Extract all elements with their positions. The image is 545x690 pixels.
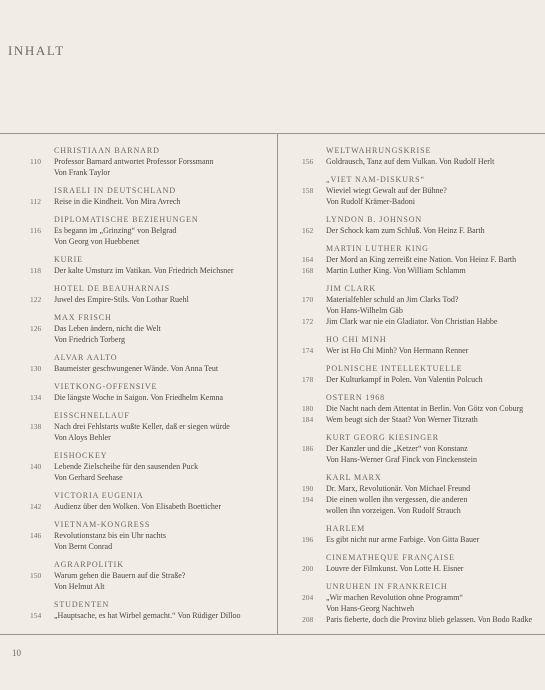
page-reference: 172 bbox=[302, 317, 314, 326]
page-reference bbox=[302, 454, 326, 465]
toc-entry-title: ALVAR AALTO bbox=[54, 353, 118, 362]
toc-line bbox=[302, 294, 545, 305]
toc-line bbox=[30, 236, 275, 247]
toc-line bbox=[30, 421, 275, 432]
toc-line bbox=[302, 316, 545, 327]
article-description: Der Schock kam zum Schluß. Von Heinz F. Barth bbox=[326, 226, 485, 235]
toc-entry bbox=[302, 472, 545, 516]
toc-line bbox=[302, 454, 545, 465]
article-description: Nach drei Fehlstarts wußte Keller, daß er siegen würde bbox=[54, 422, 230, 431]
toc-line bbox=[30, 323, 275, 334]
article-description: Der kalte Umsturz im Vatikan. Von Friedrich Meichsner bbox=[54, 266, 234, 275]
page-reference bbox=[30, 581, 54, 592]
article-description: Von Hans-Werner Graf Finck von Finckenstein bbox=[326, 455, 477, 464]
toc-line bbox=[30, 156, 275, 167]
toc-line bbox=[30, 472, 275, 483]
page-reference: 208 bbox=[302, 615, 314, 624]
toc-entry bbox=[302, 334, 545, 356]
article-description: Der Kulturkampf in Polen. Von Valentin Polcuch bbox=[326, 375, 483, 384]
page-reference: 168 bbox=[302, 266, 314, 275]
page-heading: INHALT bbox=[8, 43, 65, 58]
page-reference bbox=[30, 472, 54, 483]
toc-entry bbox=[302, 523, 545, 545]
toc-line bbox=[30, 225, 275, 236]
page-reference: 110 bbox=[30, 157, 41, 166]
page-reference bbox=[30, 167, 54, 178]
article-description: Louvre der Filmkunst. Von Lotte H. Eisner bbox=[326, 564, 464, 573]
article-description: Es begann im „Grinzing“ von Belgrad bbox=[54, 226, 177, 235]
toc-entry-title: UNRUHEN IN FRANKREICH bbox=[326, 582, 448, 591]
page-reference: 134 bbox=[30, 393, 42, 402]
toc-entry-title: KURIE bbox=[54, 255, 83, 264]
toc-entry-title: VICTORIA EUGENIA bbox=[54, 491, 144, 500]
toc-line bbox=[30, 570, 275, 581]
article-description: Goldrausch, Tanz auf dem Vulkan. Von Rudolf Herlt bbox=[326, 157, 495, 166]
page-reference: 156 bbox=[302, 157, 314, 166]
page-reference bbox=[302, 196, 326, 207]
toc-entry bbox=[30, 599, 275, 621]
article-description: Reise in die Kindheit. Von Mira Avrech bbox=[54, 197, 181, 206]
toc-entry-title: VIETKONG-OFFENSIVE bbox=[54, 382, 158, 391]
toc-line bbox=[30, 294, 275, 305]
toc-entry-title: CHRISTIAAN BARNARD bbox=[54, 146, 160, 155]
article-description: Martin Luther King. Von William Schlamm bbox=[326, 266, 466, 275]
toc-line bbox=[302, 614, 545, 625]
toc-entry-title: ISRAELI IN DEUTSCHLAND bbox=[54, 186, 177, 195]
toc-entry bbox=[30, 352, 275, 374]
toc-line bbox=[302, 374, 545, 385]
article-description: Professor Barnard antwortet Professor Forssmann bbox=[54, 157, 214, 166]
page-reference: 154 bbox=[30, 611, 42, 620]
toc-entry bbox=[302, 283, 545, 327]
toc-line bbox=[302, 443, 545, 454]
page-reference bbox=[30, 541, 54, 552]
page-reference bbox=[302, 305, 326, 316]
toc-entry-title: MARTIN LUTHER KING bbox=[326, 244, 429, 253]
toc-entry bbox=[302, 581, 545, 625]
column-divider bbox=[277, 133, 278, 634]
article-description: Lebende Zielscheibe für den sausenden Puck bbox=[54, 462, 199, 471]
toc-line bbox=[30, 610, 275, 621]
toc-entry-title: WELTWAHRUNGSKRISE bbox=[326, 146, 432, 155]
toc-entry-title: KURT GEORG KIESINGER bbox=[326, 433, 439, 442]
toc-entry bbox=[302, 363, 545, 385]
page-reference bbox=[30, 432, 54, 443]
toc-entry-title: HO CHI MINH bbox=[326, 335, 387, 344]
article-description: Juwel des Empire-Stils. Von Lothar Ruehl bbox=[54, 295, 189, 304]
toc-entry bbox=[30, 214, 275, 247]
toc-entry bbox=[30, 312, 275, 345]
page-reference: 140 bbox=[30, 462, 42, 471]
page-reference: 146 bbox=[30, 531, 42, 540]
toc-entry-title: AGRARPOLITIK bbox=[54, 560, 124, 569]
toc-line bbox=[30, 167, 275, 178]
page-reference: 180 bbox=[302, 404, 314, 413]
article-description: Von Frank Taylor bbox=[54, 168, 111, 177]
article-description: Von Gerhard Seehase bbox=[54, 473, 123, 482]
toc-entry bbox=[30, 450, 275, 483]
page-reference: 150 bbox=[30, 571, 42, 580]
toc-entry-title: EISHOCKEY bbox=[54, 451, 108, 460]
toc-entry bbox=[302, 552, 545, 574]
page-reference: 178 bbox=[302, 375, 314, 384]
toc-line bbox=[302, 483, 545, 494]
toc-entry bbox=[30, 381, 275, 403]
article-description: Die einen wollen ihn vergessen, die anderen bbox=[326, 495, 468, 504]
page-reference bbox=[30, 334, 54, 345]
toc-entry bbox=[302, 243, 545, 276]
page-reference: 174 bbox=[302, 346, 314, 355]
page-reference: 194 bbox=[302, 495, 314, 504]
toc-entry-title: OSTERN 1968 bbox=[326, 393, 386, 402]
toc-entry-title: „VIET NAM-DISKURS“ bbox=[326, 175, 425, 184]
toc-line bbox=[302, 403, 545, 414]
toc-line bbox=[30, 334, 275, 345]
toc-line bbox=[302, 414, 545, 425]
toc-line bbox=[30, 541, 275, 552]
toc-entry bbox=[302, 214, 545, 236]
toc-line bbox=[302, 254, 545, 265]
article-description: Paris fieberte, doch die Provinz blieb gelassen. Von Bodo Radke bbox=[326, 615, 533, 624]
article-description: Wem beugt sich der Staat? Von Werner Titzrath bbox=[326, 415, 478, 424]
article-description: Von Georg von Huebbenet bbox=[54, 237, 140, 246]
article-description: Audienz über den Wolken. Von Elisabeth Boetticher bbox=[54, 502, 222, 511]
page-reference: 138 bbox=[30, 422, 42, 431]
article-description: Von Helmut Alt bbox=[54, 582, 105, 591]
article-description: Wieviel wiegt Gewalt auf der Bühne? bbox=[326, 186, 447, 195]
article-description: Jim Clark war nie ein Gladiator. Von Christian Habbe bbox=[326, 317, 498, 326]
toc-line bbox=[302, 534, 545, 545]
toc-line bbox=[30, 581, 275, 592]
toc-entry bbox=[302, 392, 545, 425]
page-reference bbox=[30, 236, 54, 247]
page-reference: 186 bbox=[302, 444, 314, 453]
toc-line bbox=[302, 563, 545, 574]
article-description: Materialfehler schuld an Jim Clarks Tod? bbox=[326, 295, 459, 304]
toc-line bbox=[30, 530, 275, 541]
toc-entry bbox=[30, 519, 275, 552]
toc-line bbox=[302, 196, 545, 207]
article-description: Der Mord an King zerreißt eine Nation. Von Heinz F. Barth bbox=[326, 255, 517, 264]
toc-entry-title: EISSCHNELLAUF bbox=[54, 411, 130, 420]
toc-entry-title: STUDENTEN bbox=[54, 600, 110, 609]
article-description: Revolutionstanz bis ein Uhr nachts bbox=[54, 531, 166, 540]
toc-entry-title: CINEMATHEQUE FRANÇAISE bbox=[326, 553, 455, 562]
page-reference: 130 bbox=[30, 364, 42, 373]
left-column bbox=[30, 145, 275, 628]
toc-entry-title: JIM CLARK bbox=[326, 284, 377, 293]
page-reference bbox=[302, 505, 326, 516]
top-rule bbox=[0, 133, 545, 134]
page-reference bbox=[302, 603, 326, 614]
toc-line bbox=[302, 156, 545, 167]
toc-entry-title: KARL MARX bbox=[326, 473, 382, 482]
toc-line bbox=[302, 345, 545, 356]
bottom-rule bbox=[0, 634, 545, 635]
page-reference: 184 bbox=[302, 415, 314, 424]
toc-entry bbox=[30, 490, 275, 512]
toc-entry bbox=[30, 559, 275, 592]
toc-line bbox=[30, 501, 275, 512]
article-description: Von Friedrich Torberg bbox=[54, 335, 125, 344]
article-description: Von Hans-Georg Nachtweh bbox=[326, 604, 415, 613]
toc-line bbox=[302, 592, 545, 603]
toc-line bbox=[30, 265, 275, 276]
toc-line bbox=[302, 494, 545, 505]
article-description: Dr. Marx, Revolutionär. Von Michael Freund bbox=[326, 484, 471, 493]
article-description: Wer ist Ho Chi Minh? Von Hermann Renner bbox=[326, 346, 469, 355]
page-reference: 190 bbox=[302, 484, 314, 493]
toc-entry bbox=[30, 283, 275, 305]
toc-entry bbox=[302, 432, 545, 465]
toc-entry bbox=[30, 410, 275, 443]
toc-entry-title: LYNDON B. JOHNSON bbox=[326, 215, 423, 224]
toc-entry-title: HARLEM bbox=[326, 524, 366, 533]
article-description: Von Hans-Wilhelm Gäb bbox=[326, 306, 403, 315]
toc-line bbox=[302, 505, 545, 516]
article-description: Die längste Woche in Saigon. Von Friedhelm Kemna bbox=[54, 393, 224, 402]
toc-entry-title: POLNISCHE INTELLEKTUELLE bbox=[326, 364, 463, 373]
article-description: Es gibt nicht nur arme Farbige. Von Gitta Bauer bbox=[326, 535, 480, 544]
article-description: Die Nacht nach dem Attentat in Berlin. Von Götz von Coburg bbox=[326, 404, 524, 413]
page-reference: 112 bbox=[30, 197, 41, 206]
page-reference: 118 bbox=[30, 266, 41, 275]
toc-entry bbox=[30, 254, 275, 276]
toc-line bbox=[302, 185, 545, 196]
page-reference: 122 bbox=[30, 295, 42, 304]
toc-entry bbox=[30, 185, 275, 207]
toc-entry bbox=[30, 145, 275, 178]
article-description: „Hauptsache, es hat Wirbel gemacht.“ Von Rüdiger Dilloo bbox=[54, 611, 241, 620]
right-column bbox=[302, 145, 545, 632]
toc-entry-title: VIETNAM-KONGRESS bbox=[54, 520, 151, 529]
page-reference: 116 bbox=[30, 226, 41, 235]
article-description: Der Kanzler und die „Ketzer“ von Konstanz bbox=[326, 444, 468, 453]
toc-line bbox=[302, 305, 545, 316]
toc-entry bbox=[302, 145, 545, 167]
article-description: Warum gehen die Bauern auf die Straße? bbox=[54, 571, 186, 580]
toc-line bbox=[30, 432, 275, 443]
toc-line bbox=[30, 363, 275, 374]
article-description: Von Bernt Conrad bbox=[54, 542, 113, 551]
page-reference: 162 bbox=[302, 226, 314, 235]
toc-entry-title: HOTEL DE BEAUHARNAIS bbox=[54, 284, 170, 293]
article-description: Das Leben ändern, nicht die Welt bbox=[54, 324, 161, 333]
toc-entry-title: DIPLOMATISCHE BEZIEHUNGEN bbox=[54, 215, 199, 224]
article-description: Von Rudolf Krämer-Badoni bbox=[326, 197, 416, 206]
page-reference: 158 bbox=[302, 186, 314, 195]
page-reference: 126 bbox=[30, 324, 42, 333]
toc-line bbox=[302, 265, 545, 276]
article-description: Von Aloys Behler bbox=[54, 433, 111, 442]
page-reference: 196 bbox=[302, 535, 314, 544]
toc-entry bbox=[302, 174, 545, 207]
page-reference: 142 bbox=[30, 502, 42, 511]
article-description: wollen ihn vorzeigen. Von Rudolf Strauch bbox=[326, 506, 461, 515]
toc-entry-title: MAX FRISCH bbox=[54, 313, 112, 322]
page-reference: 164 bbox=[302, 255, 314, 264]
page-number: 10 bbox=[12, 648, 21, 658]
page-reference: 200 bbox=[302, 564, 314, 573]
page-reference: 204 bbox=[302, 593, 314, 602]
article-description: „Wir machen Revolution ohne Programm“ bbox=[326, 593, 463, 602]
toc-line bbox=[30, 196, 275, 207]
page-reference: 170 bbox=[302, 295, 314, 304]
toc-line bbox=[302, 603, 545, 614]
toc-line bbox=[30, 461, 275, 472]
toc-line bbox=[30, 392, 275, 403]
article-description: Baumeister geschwungener Wände. Von Anna Teut bbox=[54, 364, 219, 373]
toc-line bbox=[302, 225, 545, 236]
